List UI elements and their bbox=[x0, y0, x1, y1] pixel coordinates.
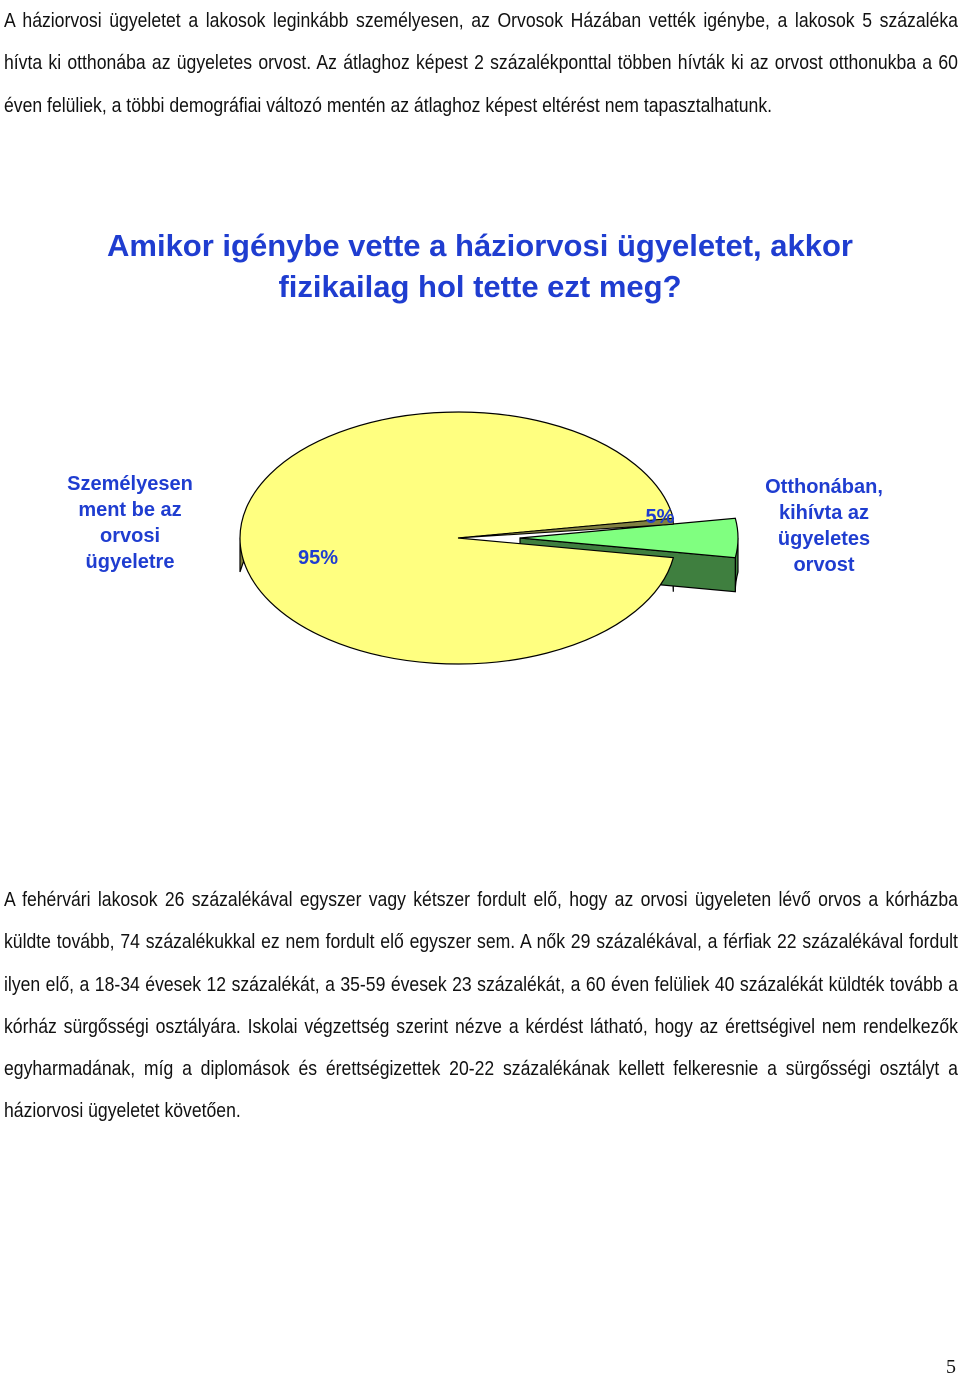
category-label-1-line-2: ügyeletes bbox=[777, 528, 871, 550]
category-label-0-line-0: Személyesen bbox=[67, 473, 193, 495]
outro-paragraph: A fehérvári lakosok 26 százalékával egyszer vagy kétszer fordult elő, hogy az orvosi ügyeleten lévő orvos a kórházba küldte tovább, 74 százalékukkal ez nem fordult elő egyszer sem. A nők 29 százalékával, a férfiak 22 százalékával fordult ilyen elő, a 18-34 évesek 12 százalékát, a 35-59 évesek 23 százalékát, a 60 éven felüliek 40 százalékát küldték tovább a kórház sürgősségi osztályára. Iskolai végzettség szerint nézve a kérdést látható, hogy az érettségivel nem rendelkezők egyharmadának, míg a diplomások és érettségizettek 20-22 százalékának kellett felkeresnie a sürgősségi osztályt a háziorvosi ügyeletet követően. bbox=[4, 889, 958, 1123]
intro-paragraph: A háziorvosi ügyeletet a lakosok leginkább személyesen, az Orvosok Házában vették igénybe, a lakosok 5 százaléka hívta ki otthonába az ügyeletes orvost. Az átlaghoz képest 2 százalékponttal többen hívták ki az orvost otthonukba a 60 éven felüliek, a többi demográfiai változó mentén az átlaghoz képest eltérést nem tapasztalhatunk. bbox=[4, 10, 958, 117]
category-label-0-line-2: orvosi bbox=[99, 525, 161, 547]
chart-title bbox=[0, 225, 960, 307]
category-label-0-line-3: ügyeletre bbox=[85, 551, 175, 573]
category-label-1-line-0: Otthonában, bbox=[765, 476, 883, 498]
pie-chart bbox=[0, 330, 960, 730]
category-label-1-line-1: kihívta az bbox=[778, 502, 870, 524]
chart-title-line-2: fizikailag hol tette ezt meg? bbox=[278, 269, 682, 304]
pie-tops bbox=[240, 412, 738, 664]
page-number: 5 bbox=[946, 1356, 956, 1378]
category-label-0-line-1: ment be az bbox=[78, 499, 182, 521]
data-label-1: 5% bbox=[645, 506, 675, 528]
data-label-0: 95% bbox=[297, 547, 339, 569]
category-label-1-line-3: orvost bbox=[793, 554, 855, 576]
chart-title-line-1: Amikor igénybe vette a háziorvosi ügyeletet, akkor bbox=[107, 228, 853, 263]
